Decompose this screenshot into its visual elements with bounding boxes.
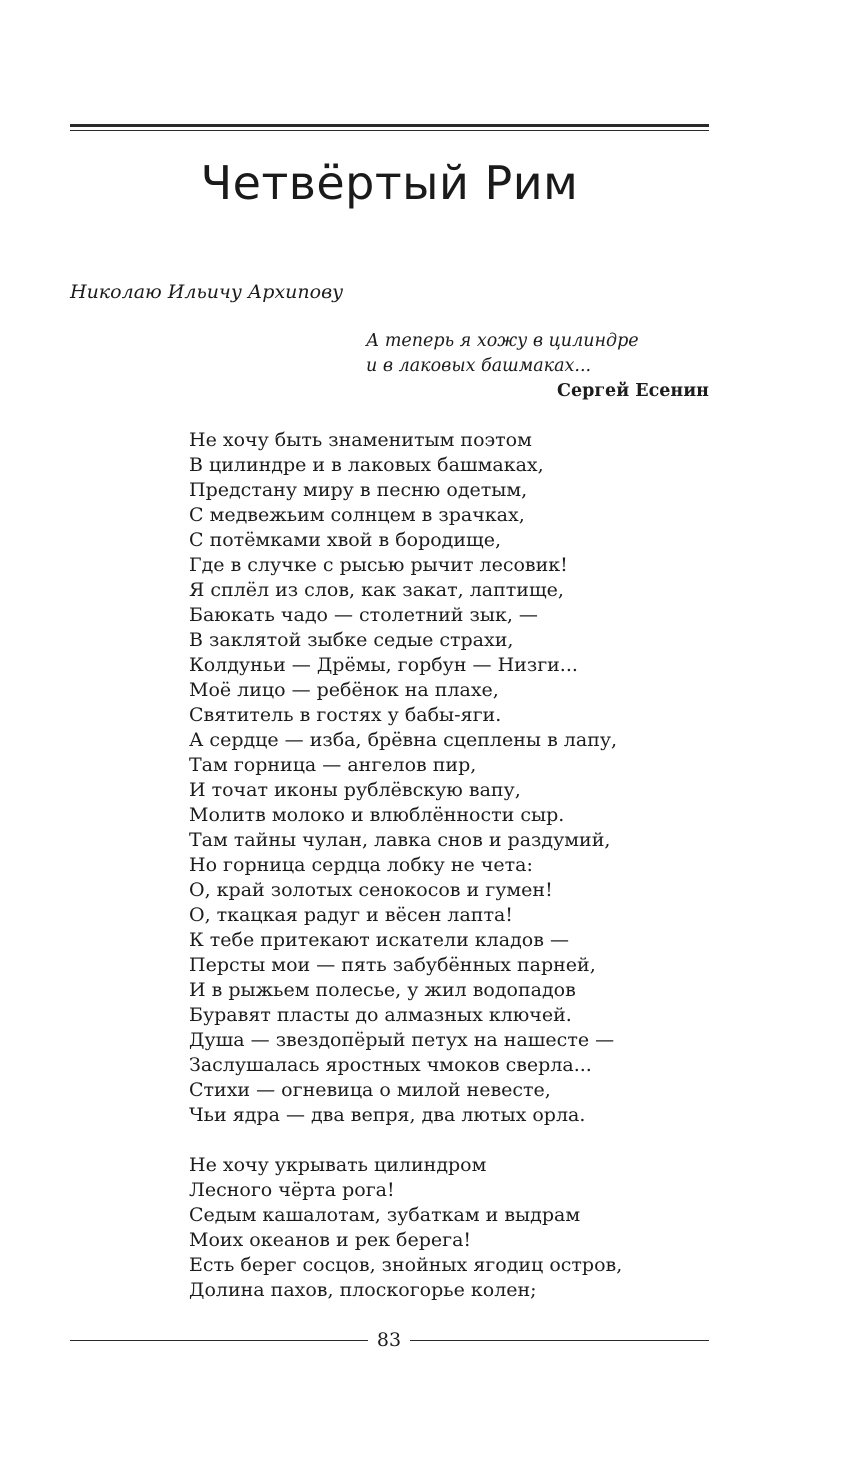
- poem-line: Седым кашалотам, зубаткам и выдрам: [189, 1204, 581, 1226]
- poem-line: Моих океанов и рек берега!: [189, 1229, 472, 1251]
- poem-line: Молитв молоко и влюблённости сыр.: [189, 804, 565, 826]
- epigraph: [366, 329, 709, 404]
- poem-line: Стихи — огневица о милой невесте,: [189, 1079, 551, 1101]
- poem-line: Колдуньи — Дрёмы, горбун — Низги...: [189, 654, 578, 676]
- poem-line: С потёмками хвой в бородище,: [189, 529, 501, 551]
- poem-line: Буравят пласты до алмазных ключей.: [189, 1004, 572, 1026]
- poem-body: [189, 428, 709, 1328]
- poem-line: Душа — звездопёрый петух на нашесте —: [189, 1029, 615, 1051]
- poem-line: Заслушалась яростных чмоков сверла...: [189, 1054, 592, 1076]
- poem-line: Есть берег сосцов, знойных ягодиц остров,: [189, 1254, 623, 1276]
- epigraph-line: и в лаковых башмаках...: [366, 356, 592, 376]
- epigraph-author: Сергей Есенин: [557, 381, 709, 401]
- poem-line: Там тайны чулан, лавка снов и раздумий,: [189, 829, 611, 851]
- poem-line: Не хочу быть знаменитым поэтом: [189, 429, 532, 451]
- footer-rule-left: [70, 1340, 368, 1341]
- poem-line: В цилиндре и в лаковых башмаках,: [189, 454, 544, 476]
- page-number: 83: [376, 1329, 402, 1351]
- footer-rule-right: [410, 1340, 709, 1341]
- poem-title: Четвёртый Рим: [200, 156, 579, 210]
- header-rule-thin: [70, 130, 709, 131]
- poem-line: Где в случке с рысью рычит лесовик!: [189, 554, 568, 576]
- poem-line: Святитель в гостях у бабы-яги.: [189, 704, 502, 726]
- poem-line: Предстану миру в песню одетым,: [189, 479, 528, 501]
- poem-line: В заклятой зыбке седые страхи,: [189, 629, 514, 651]
- poem-line: О, ткацкая радуг и вёсен лапта!: [189, 904, 513, 926]
- poem-line: А сердце — изба, брёвна сцеплены в лапу,: [189, 729, 618, 751]
- poem-line: С медвежьим солнцем в зрачках,: [189, 504, 525, 526]
- poem-line: Долина пахов, плоскогорье колен;: [189, 1279, 537, 1301]
- poem-line: К тебе притекают искатели кладов —: [189, 929, 569, 951]
- poem-line: Чьи ядра — два вепря, два лютых орла.: [189, 1104, 586, 1126]
- poem-line: Там горница — ангелов пир,: [189, 754, 477, 776]
- dedication: Николаю Ильичу Архипову: [70, 281, 344, 303]
- stanza: [189, 1153, 709, 1303]
- poem-line: Баюкать чадо — столетний зык, —: [189, 604, 538, 626]
- epigraph-line: А теперь я хожу в цилиндре: [366, 331, 639, 351]
- poem-line: Но горница сердца лобку не чета:: [189, 854, 533, 876]
- poem-line: О, край золотых сенокосов и гумен!: [189, 879, 553, 901]
- poem-line: Персты мои — пять забубённых парней,: [189, 954, 596, 976]
- poem-line: И в рыжьем полесье, у жил водопадов: [189, 979, 576, 1001]
- header-rule-thick: [70, 124, 709, 127]
- poem-line: И точат иконы рублёвскую вапу,: [189, 779, 521, 801]
- poem-line: Не хочу укрывать цилиндром: [189, 1154, 487, 1176]
- stanza: [189, 428, 709, 1128]
- poem-line: Лесного чёрта рога!: [189, 1179, 395, 1201]
- poem-line: Моё лицо — ребёнок на плахе,: [189, 679, 499, 701]
- poem-line: Я сплёл из слов, как закат, лаптище,: [189, 579, 564, 601]
